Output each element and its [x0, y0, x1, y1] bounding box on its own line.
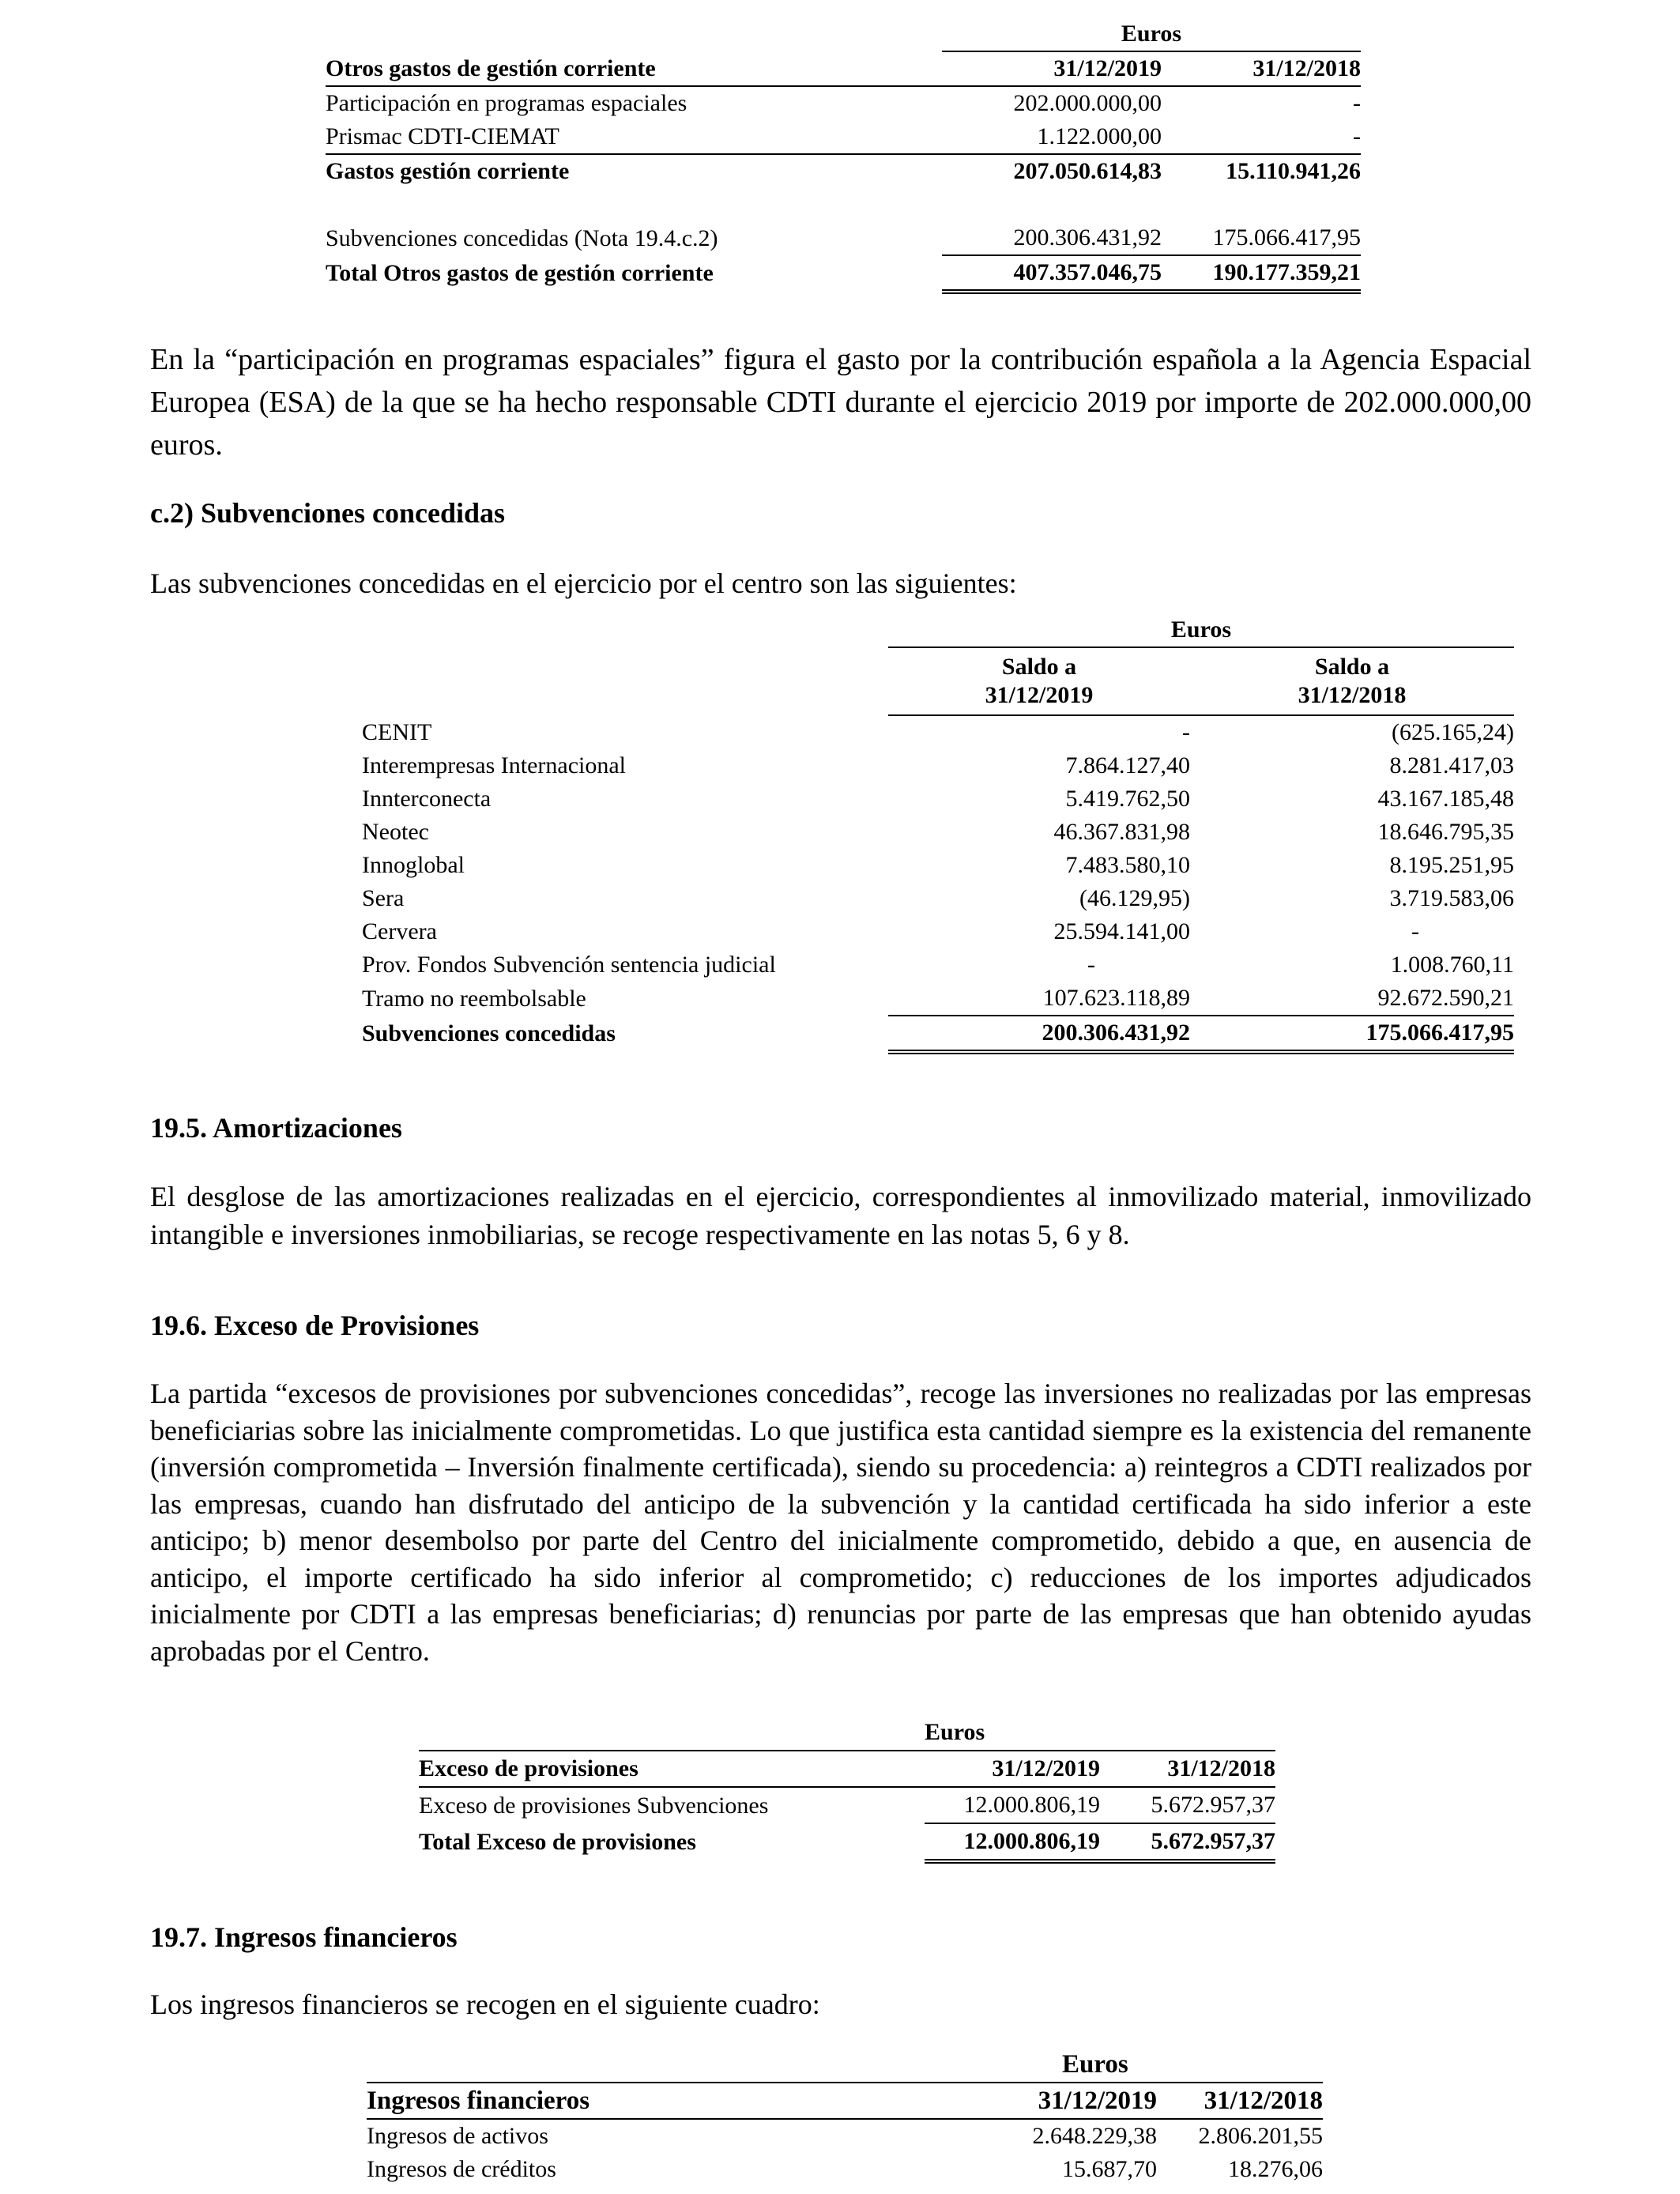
row-value-2018: 43.167.185,48: [1377, 786, 1514, 812]
row-label: Interempresas Internacional: [362, 752, 626, 778]
row-value-2019: 7.483.580,10: [1065, 852, 1190, 878]
table-row: [362, 982, 1514, 1016]
row-value-2019: 12.000.806,19: [925, 1787, 1100, 1823]
row-value-2019: 202.000.000,00: [1013, 90, 1162, 116]
total-value-2018: 190.177.359,21: [1162, 255, 1361, 292]
row-label: Tramo no reembolsable: [362, 985, 586, 1012]
row-value-2018: -: [1411, 918, 1419, 944]
table-header-label: Otros gastos de gestión corriente: [326, 51, 942, 86]
row-label: Cervera: [362, 918, 437, 944]
paragraph-esa: En la “participación en programas espaciales” figura el gasto por la contribución española a la Agencia Espacial Europea (ESA) de la que se ha hecho responsable CDTI durante el ejercicio 2019 por importe de 202.000.000,00 euros.: [150, 343, 1531, 462]
row-value-2018: 18.276,06: [1228, 2156, 1323, 2182]
currency-label: Euros: [1062, 2050, 1128, 2079]
table-row: [367, 2153, 1323, 2186]
row-value-2018: 2.806.201,55: [1198, 2123, 1323, 2149]
paragraph-amortizaciones: El desglose de las amortizaciones realizadas en el ejercicio, correspondientes al inmovilizado material, inmovilizado intangible e inversiones inmobiliarias, se recoge respectivamente en las notas 5, 6 y 8.: [150, 1181, 1531, 1250]
heading-amortizaciones: 19.5. Amortizaciones: [150, 1112, 402, 1144]
table-row: [326, 86, 1361, 120]
total-row: [362, 1016, 1514, 1052]
row-value-2019: 46.367.831,98: [1053, 819, 1190, 845]
row-label: Exceso de provisiones Subvenciones: [419, 1792, 769, 1819]
currency-label: Euros: [925, 1719, 985, 1745]
row-value-2018: 8.195.251,95: [1389, 852, 1514, 878]
subtotal-value-2019: 207.050.614,83: [1013, 158, 1162, 184]
table-row: [362, 948, 1514, 982]
col-header-2018: 31/12/2018: [1100, 1751, 1275, 1787]
col-header-2018: 31/12/2018: [1162, 51, 1361, 86]
table-row: [326, 120, 1361, 154]
table-header-label: Ingresos financieros: [367, 2083, 999, 2119]
col-header-2019: 31/12/2019: [999, 2083, 1157, 2119]
total-row: [326, 255, 1361, 292]
row-value-2019: 200.306.431,92: [942, 221, 1162, 255]
total-value-2019: 200.306.431,92: [888, 1016, 1190, 1052]
subtotal-row: [326, 154, 1361, 188]
row-value-2019: 25.594.141,00: [1053, 918, 1190, 944]
table-row: [362, 915, 1514, 948]
row-label: Innoglobal: [362, 852, 465, 878]
row-value-2018: 92.672.590,21: [1190, 982, 1514, 1016]
row-value-2018: 18.646.795,35: [1377, 819, 1514, 845]
row-label: Participación en programas espaciales: [326, 90, 687, 116]
total-label: Total Exceso de provisiones: [419, 1829, 696, 1855]
row-value-2018: 3.719.583,06: [1389, 885, 1514, 911]
row-label: Ingresos de créditos: [367, 2156, 556, 2182]
table-row: [362, 782, 1514, 816]
row-label: Subvenciones concedidas (Nota 19.4.c.2): [326, 224, 718, 251]
heading-ingresos-financieros: 19.7. Ingresos financieros: [150, 1921, 458, 1953]
row-value-2018: 175.066.417,95: [1162, 221, 1361, 255]
row-value-2019: 2.648.229,38: [1032, 2123, 1157, 2149]
table-header-label: Exceso de provisiones: [419, 1751, 925, 1787]
total-value-2018: 5.672.957,37: [1100, 1823, 1275, 1861]
heading-exceso-provisiones: 19.6. Exceso de Provisiones: [150, 1310, 480, 1341]
col-header-2019: 31/12/2019: [942, 51, 1162, 86]
ingresos-financieros-table: [367, 2047, 1323, 2186]
row-value-2019: 5.419.762,50: [1065, 786, 1190, 812]
total-value-2018: 175.066.417,95: [1190, 1016, 1514, 1052]
row-value-2018: (625.165,24): [1392, 719, 1514, 745]
row-label: Neotec: [362, 819, 429, 845]
col-header-2019-line1: Saldo a: [1001, 654, 1077, 680]
exceso-provisiones-table: [419, 1715, 1275, 1864]
total-row: [419, 1823, 1275, 1861]
total-label: Total Otros gastos de gestión corriente: [326, 260, 714, 286]
total-value-2019: 407.357.046,75: [942, 255, 1162, 292]
row-label: CENIT: [362, 718, 432, 745]
row-label: Prov. Fondos Subvención sentencia judicial: [362, 952, 776, 978]
total-label: Subvenciones concedidas: [362, 1020, 616, 1046]
table-row: [362, 849, 1514, 882]
row-value-2018: 5.672.957,37: [1100, 1787, 1275, 1823]
paragraph-subvenciones: Las subvenciones concedidas en el ejercicio por el centro son las siguientes:: [150, 567, 1017, 599]
row-value-2019: (46.129,95): [1079, 885, 1190, 911]
subvenciones-table: [362, 613, 1514, 1054]
row-value-2018: 1.008.760,11: [1390, 952, 1514, 978]
row-value-2018: -: [1162, 120, 1361, 154]
total-value-2019: 12.000.806,19: [925, 1823, 1100, 1861]
currency-label: Euros: [942, 17, 1361, 51]
table-row: [362, 882, 1514, 915]
table-row: [362, 816, 1514, 849]
row-value-2019: 107.623.118,89: [888, 982, 1190, 1016]
row-label: Sera: [362, 885, 405, 911]
col-header-2018-line1: Saldo a: [1314, 654, 1390, 680]
col-header-2018: 31/12/2018: [1157, 2083, 1323, 2119]
row-value-2019: 7.864.127,40: [1065, 752, 1190, 778]
row-label: Prismac CDTI-CIEMAT: [326, 120, 942, 154]
heading-subvenciones: c.2) Subvenciones concedidas: [150, 497, 506, 529]
paragraph-exceso-provisiones: La partida “excesos de provisiones por subvenciones concedidas”, recoge las inversiones no realizadas por las empresas beneficiarias sobre las inicialmente comprometidas. Lo que justifica esta cantidad siempre es la existencia del remanente (inversión comprometida – Inversión finalmente certificada), siendo su procedencia: a) reintegros a CDTI realizados por las empresas, cuando han disfrutado del anticipo de la subvención y la cantidad certificada ha sido inferior a este anticipo; b) menor desembolso por parte del Centro del inicialmente comprometido, debido a que, en ausencia de anticipo, el importe certificado ha sido inferior al comprometido; c) reducciones de los importes adjudicados inicialmente por CDTI a las empresas beneficiarias; d) renuncias por parte de las empresas que han obtenido ayudas aprobadas por el Centro.: [150, 1378, 1531, 1667]
row-value-2019: 1.122.000,00: [942, 120, 1162, 154]
table-row: [362, 715, 1514, 749]
row-value-2018: -: [1353, 90, 1361, 116]
col-header-2018-line2: 31/12/2018: [1190, 681, 1514, 715]
row-label: Innterconecta: [362, 786, 492, 812]
table-row: [367, 2119, 1323, 2153]
table-row: [326, 221, 1361, 255]
currency-label: Euros: [888, 613, 1514, 647]
col-header-2019: 31/12/2019: [925, 1751, 1100, 1787]
paragraph-ingresos-financieros: Los ingresos financieros se recogen en el siguiente cuadro:: [150, 1989, 820, 2020]
row-value-2018: 8.281.417,03: [1389, 752, 1514, 778]
subtotal-value-2018: 15.110.941,26: [1226, 158, 1361, 184]
table-row: [419, 1787, 1275, 1823]
row-value-2019: 15.687,70: [1062, 2156, 1157, 2182]
otros-gastos-table: [326, 17, 1361, 294]
row-value-2019: -: [1087, 952, 1095, 978]
row-label: Ingresos de activos: [367, 2123, 548, 2149]
row-value-2019: -: [1182, 719, 1190, 745]
col-header-2019-line2: 31/12/2019: [888, 681, 1190, 715]
subtotal-label: Gastos gestión corriente: [326, 158, 570, 184]
table-row: [362, 749, 1514, 782]
